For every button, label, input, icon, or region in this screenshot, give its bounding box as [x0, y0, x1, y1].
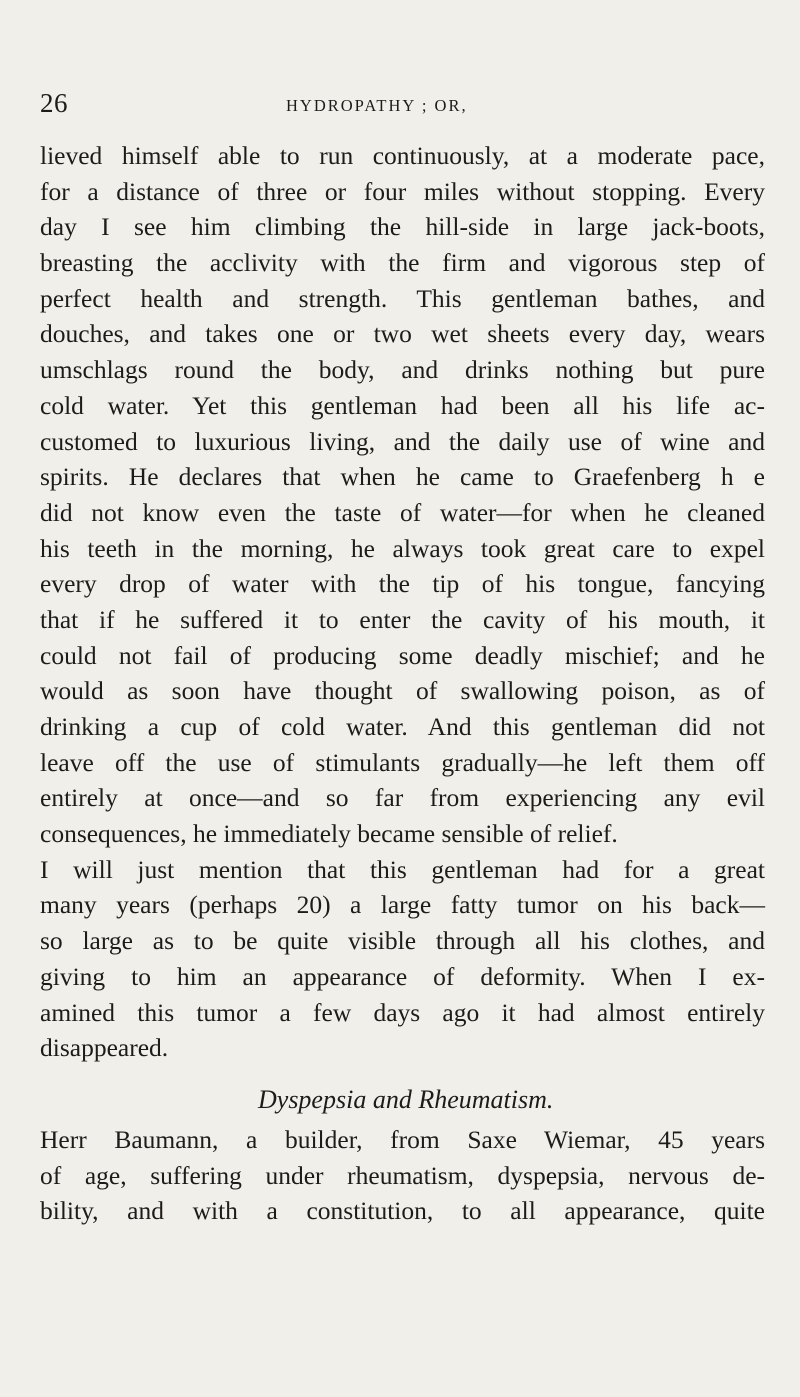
text-line: many years (perhaps 20) a large fatty tumor on his back— — [40, 890, 765, 920]
paragraph-3 — [40, 1122, 765, 1229]
paragraph-2 — [40, 852, 765, 1066]
text-line: giving to him an appearance of deformity. When I ex- — [40, 961, 765, 991]
text-line: customed to luxurious living, and the daily use of wine and — [40, 426, 765, 456]
text-line: amined this tumor a few days ago it had almost entirely — [40, 997, 765, 1027]
running-head: HYDROPATHY ; OR, — [286, 96, 468, 115]
text-line: his teeth in the morning, he always took great care to expel — [40, 533, 765, 563]
text-line: spirits. He declares that when he came to Graefenberg h e — [40, 462, 765, 492]
text-line: breasting the acclivity with the firm and vigorous step of — [40, 248, 765, 278]
text-line: lieved himself able to run continuously, at a moderate pace, — [40, 141, 765, 170]
paragraph-1 — [40, 138, 765, 852]
text-line: day I see him climbing the hill-side in large jack-boots, — [40, 212, 765, 242]
text-line: bility, and with a constitution, to all appearance, quite — [40, 1196, 765, 1226]
text-line: Herr Baumann, a builder, from Saxe Wiemar, 45 years — [40, 1124, 765, 1154]
text-line: douches, and takes one or two wet sheets every day, wears — [40, 319, 765, 349]
text-line: I will just mention that this gentleman had for a great — [40, 854, 765, 884]
text-line: that if he suffered it to enter the cavity of his mouth, it — [40, 604, 765, 634]
text-line: of age, suffering under rheumatism, dyspepsia, nervous de- — [40, 1160, 765, 1190]
text-line: did not know even the taste of water—for when he cleaned — [40, 497, 765, 527]
text-line: disappeared. — [40, 1033, 169, 1063]
text-line: could not fail of producing some deadly mischief; and he — [40, 640, 765, 670]
text-line: umschlags round the body, and drinks nothing but pure — [40, 355, 765, 385]
page-header — [0, 88, 800, 128]
text-line: consequences, he immediately became sensible of relief. — [40, 819, 618, 849]
text-line: so large as to be quite visible through all his clothes, and — [40, 926, 765, 956]
text-line: leave off the use of stimulants gradually—he left them off — [40, 747, 765, 777]
text-line: perfect health and strength. This gentleman bathes, and — [40, 283, 765, 313]
body-text — [40, 138, 765, 1229]
text-line: would as soon have thought of swallowing poison, as of — [40, 676, 765, 706]
text-line: every drop of water with the tip of his tongue, fancying — [40, 569, 765, 599]
text-line: cold water. Yet this gentleman had been all his life ac- — [40, 390, 765, 420]
text-line: entirely at once—and so far from experiencing any evil — [40, 783, 765, 813]
section-heading: Dyspepsia and Rheumatism. — [258, 1084, 554, 1114]
text-line: for a distance of three or four miles without stopping. Every — [40, 176, 765, 206]
page-number: 26 — [40, 88, 68, 118]
text-line: drinking a cup of cold water. And this gentleman did not — [40, 712, 765, 741]
